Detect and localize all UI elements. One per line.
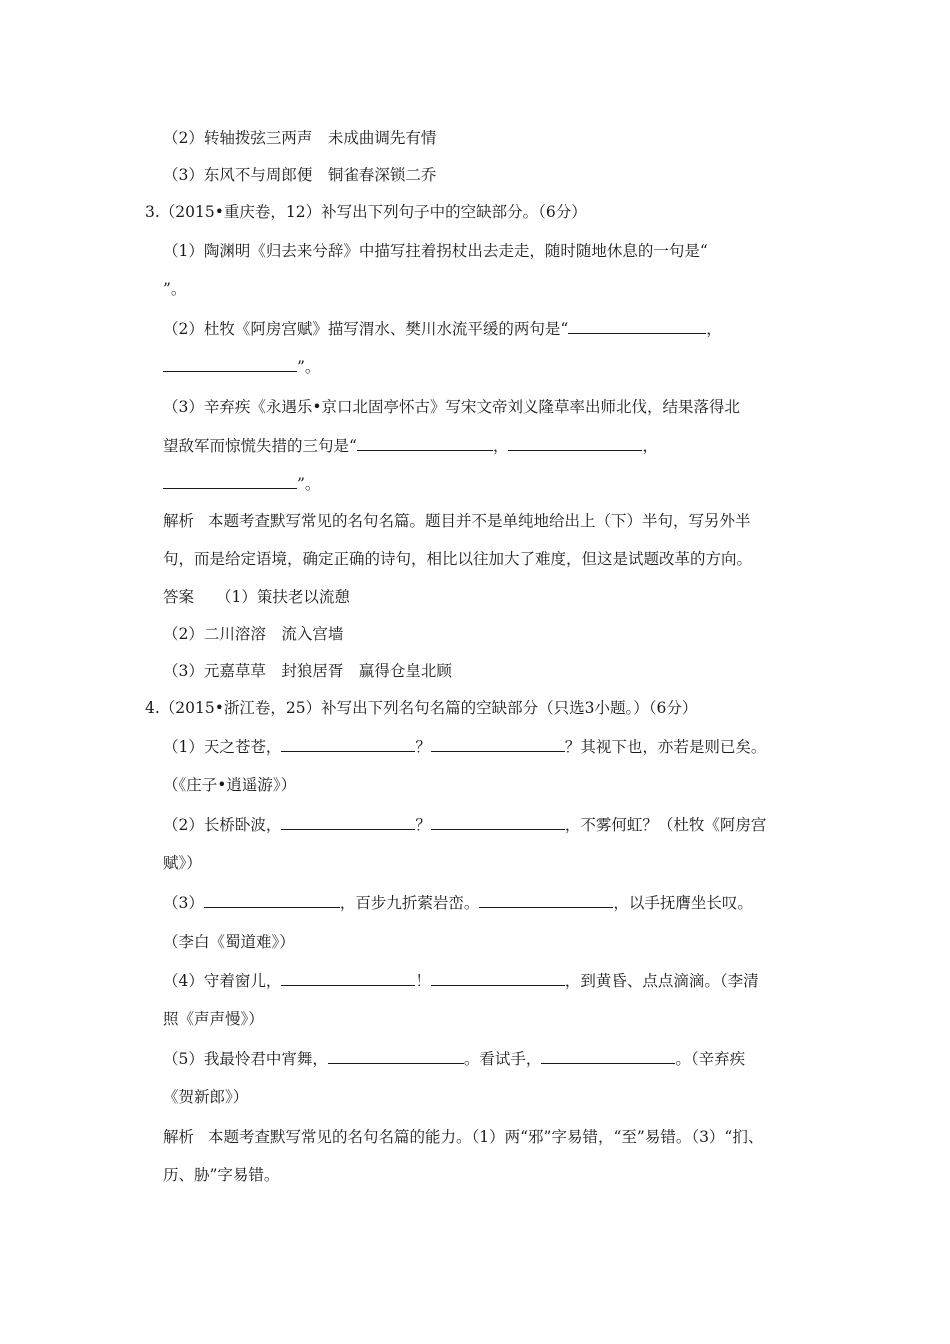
q3-item2-lead: （2）杜牧《阿房宫赋》描写渭水、樊川水流平缓的两句是“ [163,320,569,338]
answer-blank[interactable] [281,815,415,830]
q4-item5-source: 《贺新郎》） [163,1088,249,1106]
q4-item2-tail: ，不雾何虹？（杜牧《阿房宫 [564,816,767,834]
q4-item4 [163,971,759,991]
analysis-text: 本题考查默写常见的名句名篇的能力。（1）两“邪”字易错，“至”易错。（3）“扪、 [208,1128,764,1146]
answer-blank[interactable] [508,436,642,451]
answer-blank[interactable] [204,893,340,908]
q3-analysis-line1 [163,511,751,531]
q4-item3-tail: ，以手抚膺坐长叹。 [613,894,753,912]
q4-item2 [163,815,766,835]
analysis-label: 解析 [163,1128,195,1146]
q2-answer-2: （2）转轴拨弦三两声 未成曲调先有情 [163,129,437,147]
q3-answer-3: （3）元嘉草草 封狼居胥 赢得仓皇北顾 [163,662,452,680]
q4-item1-text: （1）天之苍苍， [163,738,282,756]
q4-item3-source: （李白《蜀道难》） [163,933,295,951]
answer-blank[interactable] [541,1049,675,1064]
answer-blank[interactable] [281,971,415,986]
q3-answer-2: （2）二川溶溶 流入宫墙 [163,625,344,643]
q4-item1-tail: ？其视下也，亦若是则已矣。 [564,738,767,756]
q4-item3-mid: ，百步九折萦岩峦。 [339,894,480,912]
q4-item2-punct: ？ [415,816,431,834]
q3-item3-line2 [163,436,658,456]
q4-item1-source: （《庄子•逍遥游》） [163,776,297,794]
q4-analysis-line1 [163,1127,763,1147]
q3-item1-line1: （1）陶渊明《归去来兮辞》中描写拄着拐杖出去走走，随时随地休息的一句是“ [163,242,708,260]
answer-blank[interactable] [479,893,613,908]
q3-item2-line1 [163,319,722,339]
q4-item1 [163,737,766,757]
q3-stem: 3.（2015•重庆卷，12）补写出下列句子中的空缺部分。（6分） [145,203,587,221]
q3-item3-line3 [163,474,320,494]
answer-label: 答案 [163,588,195,606]
q4-item4-punct: ！ [415,972,431,990]
q3-item1-line2: ”。 [163,280,187,298]
answer-blank[interactable] [357,436,493,451]
q3-item3-lead: 望敌军而惊慌失措的三句是“ [163,437,357,455]
q4-item3 [163,893,753,913]
answer-blank[interactable] [431,737,565,752]
comma: ， [706,320,722,338]
q4-item3-text: （3） [163,894,204,912]
answer-blank[interactable] [431,971,565,986]
answer-1: （1）策扶老以流憩 [216,588,350,606]
q4-item1-punct: ？ [415,738,431,756]
comma: ， [492,437,509,455]
q4-item2-source: 赋》） [163,854,202,872]
q4-item4-tail: ，到黄昏、点点滴滴。（李清 [564,972,759,990]
answer-blank[interactable] [431,815,565,830]
q4-item5 [163,1049,745,1069]
q4-item5-mid: 。看试手， [463,1050,542,1068]
q3-item3-line1: （3）辛弃疾《永遇乐•京口北固亭怀古》写宋文帝刘义隆草率出师北伐，结果落得北 [163,398,741,416]
q4-item5-text: （5）我最怜君中宵舞， [163,1050,328,1068]
close-quote: ”。 [297,358,321,376]
analysis-text: 本题考查默写常见的名句名篇。题目并不是单纯地给出上（下）半句，写另外半 [208,512,751,530]
q3-answer-line1 [163,587,350,607]
answer-blank[interactable] [163,474,297,489]
q2-answer-3: （3）东风不与周郎便 铜雀春深锁二乔 [163,166,437,184]
close-quote: ”。 [297,475,321,493]
q4-item5-tail: 。（辛弃疾 [675,1050,746,1068]
answer-blank[interactable] [163,357,297,372]
q4-item4-source: 照《声声慢》） [163,1010,264,1028]
q4-analysis-line2: 历、胁”字易错。 [163,1166,280,1184]
q3-item2-line2 [163,357,320,377]
analysis-label: 解析 [163,512,195,530]
q4-stem: 4.（2015•浙江卷，25）补写出下列名句名篇的空缺部分（只选3小题。）（6分） [145,699,698,717]
answer-blank[interactable] [568,319,706,334]
q4-item2-text: （2）长桥卧波， [163,816,282,834]
q4-item4-text: （4）守着窗儿， [163,972,282,990]
answer-blank[interactable] [281,737,415,752]
comma: ， [642,437,658,455]
answer-blank[interactable] [328,1049,464,1064]
q3-analysis-line2: 句，而是给定语境，确定正确的诗句，相比以往加大了难度，但这是试题改革的方向。 [163,550,753,568]
